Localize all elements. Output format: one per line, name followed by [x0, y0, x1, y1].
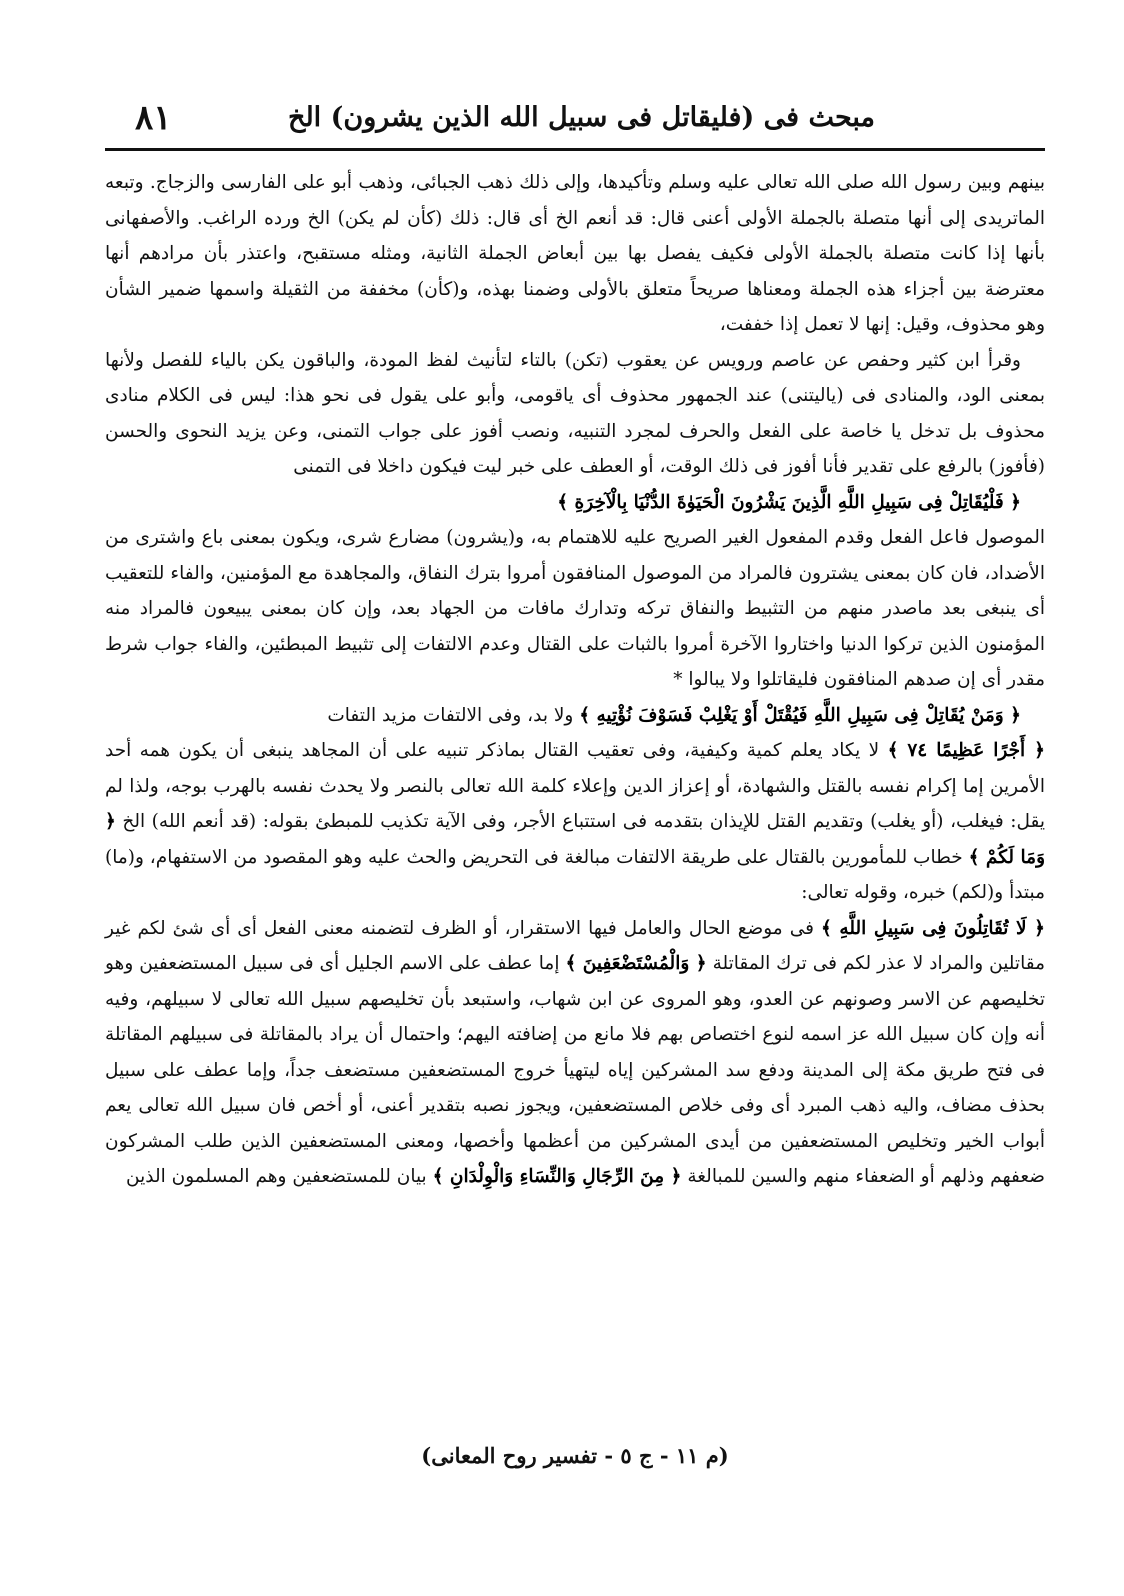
page-number: ٨١	[135, 98, 172, 138]
running-title: مبحث فى (فليقاتل فى سبيل الله الذين يشرون) الخ	[288, 102, 875, 133]
body-text	[105, 165, 1045, 1195]
quran-verse: ﴿ مِنَ الرِّجَالِ وَالنِّسَاءِ وَالْوِلْدَانِ ﴾	[432, 1166, 682, 1187]
paragraph	[105, 733, 1045, 911]
verse-line	[105, 485, 1045, 521]
commentary-text: لا يكاد يعلم كمية وكيفية، وفى تعقيب القتال بماذكر تنبيه على أن المجاهد ينبغى أن يكون همه أحد الأمرين إما إكرام نفسه بالقتل والشهادة، أو إعزاز الدين وإعلاء كلمة الله تعالى بالنصر ولا يحدث نفسه بالهرب بوجه، ولذا لم يقل: فيغلب، (أو يغلب) وتقديم القتل للإيذان بتقدمه فى استتباع الأجر، وفى الآية تكذيب للمبطئ بقوله: (قد أنعم الله) الخ	[105, 740, 1045, 832]
page-footer: (م ١١ - ج ٥ - تفسير روح المعانى)	[421, 1443, 729, 1468]
paragraph: بينهم وبين رسول الله صلى الله تعالى عليه وسلم وتأكيدها، وإلى ذلك ذهب الجبائى، وذهب أبو على الفارسى والزجاج. وتبعه الماتريدى إلى أنها متصلة بالجملة الأولى أعنى قال: قد أنعم الخ أى قال: ذلك (كأن لم يكن) الخ ورده الراغب. والأصفهانى بأنها إذا كانت متصلة بالجملة الأولى فكيف يفصل بها بين أبعاض الجملة الثانية، ومثله مستقبح، واعتذر بأن مرادهم أنها معترضة بين أجزاء هذه الجملة ومعناها صريحاً متعلق بالأولى وضمنا بهذه، و(كأن) مخففة من الثقيلة واسمها ضمير الشأن وهو محذوف، وقيل: إنها لا تعمل إذا خففت،	[105, 172, 1045, 335]
quran-verse: ﴿ وَمَا لَكُمْ ﴾	[105, 811, 1045, 868]
quran-verse: ﴿ فَلْيُقَاتِلْ فِى سَبِيلِ اللَّهِ الَّذِينَ يَشْرُونَ الْحَيَوٰةَ الدُّنْيَا بِالْآخِرَةِ ﴾	[557, 491, 1021, 513]
paragraph: وقرأ ابن كثير وحفص عن عاصم ورويس عن يعقوب (تكن) بالتاء لتأنيث لفظ المودة، والباقون يكن بالياء للفصل ولأنها بمعنى الود، والمنادى فى (ياليتنى) عند الجمهور محذوف أى ياقومى، وأبو على يقول فى نحو هذا: ليس فى الكلام منادى محذوف بل تدخل يا خاصة على الفعل والحرف لمجرد التنبيه، ونصب أفوز على جواب التمنى، وعن يزيد النحوى والحسن (فأفوز) بالرفع على تقدير فأنا أفوز فى ذلك الوقت، أو العطف على خبر ليت فيكون داخلا فى التمنى	[105, 349, 1045, 477]
quran-verse: ﴿ لَا تُقَاتِلُونَ فِى سَبِيلِ اللَّهِ ﴾	[821, 917, 1045, 939]
paragraph: الموصول فاعل الفعل وقدم المفعول الغير الصريح عليه للاهتمام به، و(يشرون) مضارع شرى، ويكون بمعنى باع واشترى من الأضداد، فان كان بمعنى يشترون فالمراد من الموصول المنافقون أمروا بترك النفاق، والمجاهدة مع المؤمنين، والفاء للتعقيب أى ينبغى بعد ماصدر منهم من التثبيط والنفاق تركه وتدارك مافات من الجهاد بعد، وإن كان بمعنى يبيعون فالمراد منه المؤمنون الذين تركوا الدنيا واختاروا الآخرة أمروا بالثبات على القتال وعدم الالتفات إلى تثبيط المبطئين، والفاء جواب شرط مقدر أى إن صدهم المنافقون فليقاتلوا ولا يبالوا *	[105, 527, 1045, 690]
quran-verse: ﴿ وَالْمُسْتَضْعَفِينَ ﴾	[565, 953, 707, 974]
commentary-text: فى موضع الحال والعامل فيها الاستقرار، أو الظرف لتضمنه معنى الفعل أى أى شئ لكم غير مقاتلين والمراد لا عذر لكم فى ترك المقاتلة	[105, 917, 1045, 974]
quran-verse: ﴿ وَمَنْ يُقَاتِلْ فِى سَبِيلِ اللَّهِ فَيُقْتَلْ أَوْ يَغْلِبْ فَسَوْفَ نُؤْتِيهِ ﴾	[579, 704, 1021, 726]
verse-commentary: ولا بد، وفى الالتفات مزيد التفات	[327, 704, 574, 726]
verse-line	[105, 698, 1045, 734]
commentary-text: خطاب للمأمورين بالقتال على طريقة الالتفات مبالغة فى التحريض والحث عليه وهو المقصود من الاستفهام، و(ما) مبتدأ و(لكم) خبره، وقوله تعالى:	[105, 846, 1045, 903]
page-header	[105, 86, 1045, 151]
commentary-text: بيان للمستضعفين وهم المسلمون الذين	[126, 1166, 427, 1187]
quran-verse: ﴿ أَجْرًا عَظِيمًا ٧٤ ﴾	[887, 740, 1045, 761]
page	[105, 86, 1045, 1506]
paragraph	[105, 911, 1045, 1195]
commentary-text: إما عطف على الاسم الجليل أى فى سبيل المستضعفين وهو تخليصهم عن الاسر وصونهم عن العدو، وهو المروى عن ابن شهاب، واستبعد بأن تخليصهم سبيل الله تعالى لا سبيلهم، وفيه أنه وإن كان سبيل الله عز اسمه لنوع اختصاص بهم فلا مانع من إضافته اليهم؛ واحتمال أن يراد بالمقاتلة فى سبيلهم المقاتلة فى فتح طريق مكة إلى المدينة ودفع سد المشركين إياه ليتهيأ خروج المستضعفين مستضعف جداً، وإما عطف على سبيل بحذف مضاف، واليه ذهب المبرد أى وفى خلاص المستضعفين، ويجوز نصبه بتقدير أعنى، أو أخص فان سبيل الله تعالى يعم أبواب الخير وتخليص المستضعفين من أيدى المشركين من أعظمها وأخصها، ومعنى المستضعفين الذين طلب المشركون ضعفهم وذلهم أو الضعفاء منهم والسين للمبالغة	[105, 953, 1045, 1187]
